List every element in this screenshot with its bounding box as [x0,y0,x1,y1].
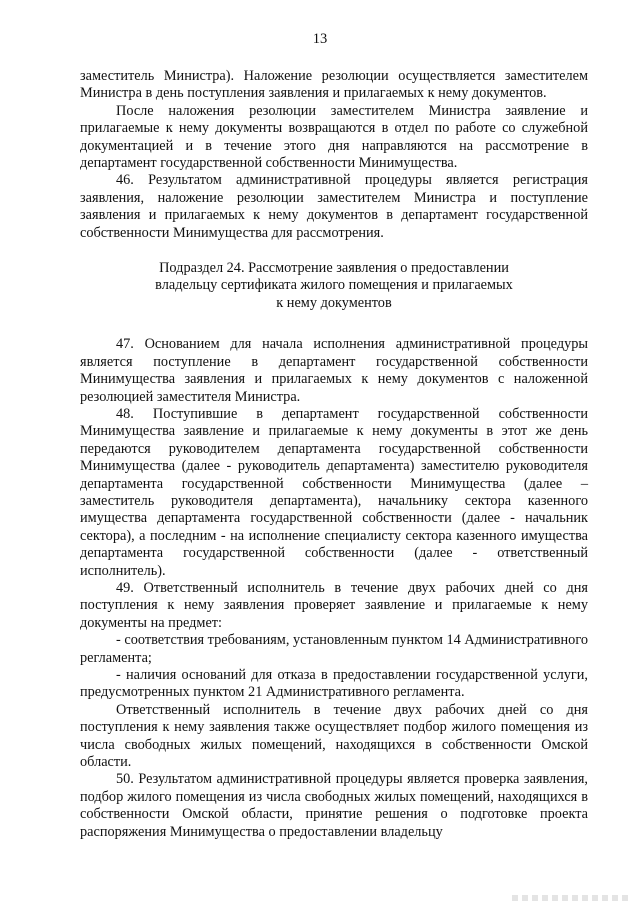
subsection-heading [80,260,588,312]
paragraph-after-resolution: После наложения резолюции заместителем Министра заявление и прилагаемые к нему документы возвращаются в отдел по работе со служебной документацией и в течение этого дня направляются на рассмотрение в департамент государственной собственности Минимущества. [80,102,588,172]
paragraph-48: 48. Поступившие в департамент государственной собственности Минимущества заявление и прилагаемые к нему документы в этот же день передаются руководителем департамента государственной собственности Минимущества (далее - руководитель департамента) заместителю руководителя департамента государственной собственности Минимущества (далее – заместитель руководителя департамента), начальнику сектора казенного имущества департамента государственной собственности (далее - начальник сектора), а последним - на исполнение специалисту сектора казенного имущества департамента государственной собственности (далее - ответственный исполнитель). [80,405,588,579]
list-item-refusal-grounds: - наличия оснований для отказа в предоставлении государственной услуги, предусмотренных пунктом 21 Административного регламента. [80,667,588,701]
paragraph-47: 47. Основанием для начала исполнения административной процедуры является поступление в департамент государственной собственности Минимущества заявления и прилагаемых к нему документов с наложенной резолюцией заместителя Министра. [80,336,588,405]
paragraph-housing-selection: Ответственный исполнитель в течение двух рабочих дней со дня поступления к нему заявления также осуществляет подбор жилого помещения из числа свободных жилых помещений, находящихся в собственности Омской области. [80,701,588,771]
document-body [80,68,588,841]
list-item-requirements: - соответствия требованиям, установленным пунктом 14 Административного регламента; [80,632,588,666]
paragraph-46: 46. Результатом административной процедуры является регистрация заявления, наложение резолюции заместителем Министра и поступление заявления и прилагаемых к нему документов в департамент государственной собственности Минимущества для рассмотрения. [80,172,588,241]
paragraph-continuation: заместитель Министра). Наложение резолюции осуществляется заместителем Министра в день поступления заявления и прилагаемых к нему документов. [80,68,588,102]
paragraph-49: 49. Ответственный исполнитель в течение двух рабочих дней со дня поступления к нему заявления проверяет заявление и прилагаемые к нему документы на предмет: [80,579,588,631]
heading-line: Подраздел 24. Рассмотрение заявления о предоставлении [159,260,509,277]
heading-line: к нему документов [276,294,392,311]
page-number: 13 [312,31,328,47]
paragraph-50: 50. Результатом административной процедуры является проверка заявления, подбор жилого помещения из числа свободных жилых помещений, находящихся в собственности Омской области, принятие решения о подготовке проекта распоряжения Минимущества о предоставлении владельцу [80,771,588,840]
scan-edge-mark [512,895,632,901]
heading-line: владельцу сертификата жилого помещения и прилагаемых [155,277,513,294]
